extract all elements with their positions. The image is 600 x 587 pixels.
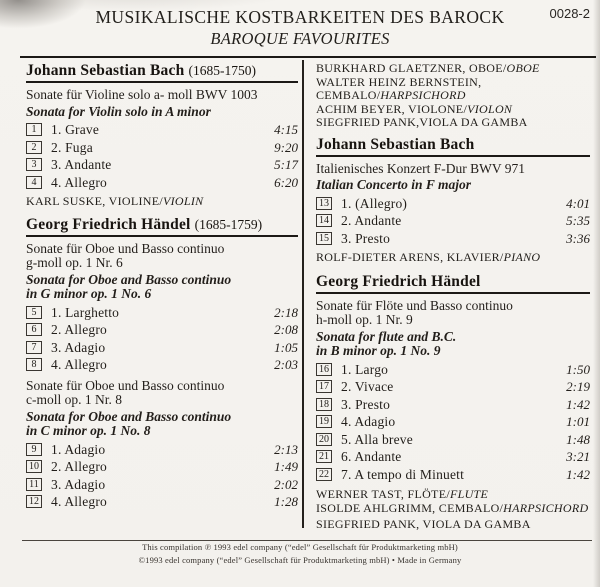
performer-line xyxy=(316,76,590,103)
track-title: 2. Andante xyxy=(341,213,402,228)
track-title: 4. Allegro xyxy=(51,174,107,190)
performer-instrument-en: VIOLON xyxy=(467,101,513,116)
left-column xyxy=(26,58,300,532)
composer-heading xyxy=(316,273,590,294)
track-row xyxy=(26,443,298,457)
track-number: 19 xyxy=(316,415,332,428)
track-number: 12 xyxy=(26,495,42,508)
track-title: 4. Allegro xyxy=(51,357,107,372)
track-list xyxy=(26,123,298,189)
track-time: 9:20 xyxy=(274,139,298,155)
album-title: MUSIKALISCHE KOSTBARKEITEN DES BAROCK xyxy=(95,7,505,27)
track-time: 5:17 xyxy=(274,157,298,172)
track-row xyxy=(316,433,590,447)
work-title-en: in G minor op. 1 No. 6 xyxy=(26,286,152,301)
track-title: 3. Presto xyxy=(341,230,391,246)
tracklist-content xyxy=(0,58,600,532)
performer-text: WERNER TAST, FLÖTE/ xyxy=(316,487,450,501)
track-title: 1. (Allegro) xyxy=(341,195,408,211)
track-row xyxy=(26,478,298,492)
work-block xyxy=(26,379,298,439)
track-time: 2:02 xyxy=(274,476,298,492)
work-title-en: in B minor op. 1 No. 9 xyxy=(316,343,441,358)
track-time: 1:50 xyxy=(566,361,590,377)
work-title-en: Sonata for Oboe and Basso continuo xyxy=(26,408,232,424)
album-subtitle: BAROQUE FAVOURITES xyxy=(210,29,390,48)
track-row xyxy=(26,176,298,190)
track-row xyxy=(316,197,590,211)
work-title-en: Italian Concerto in F major xyxy=(316,177,472,192)
track-time: 3:36 xyxy=(566,230,590,246)
composer-heading xyxy=(316,136,590,157)
performers-list xyxy=(316,251,590,265)
performer-instrument-en: OBOE xyxy=(506,61,540,75)
track-title: 1. Grave xyxy=(51,122,100,137)
track-row xyxy=(26,358,298,372)
performer-line xyxy=(316,518,590,532)
track-time: 1:48 xyxy=(566,431,590,447)
track-number: 5 xyxy=(26,306,42,319)
performer-line xyxy=(316,251,590,265)
performer-instrument-en: PIANO xyxy=(503,250,541,264)
track-number: 17 xyxy=(316,380,332,393)
track-number: 1 xyxy=(26,123,42,136)
work-title-de: Sonate für Flöte und Basso continuo xyxy=(316,297,513,313)
composer-heading xyxy=(26,216,298,237)
track-time: 1:05 xyxy=(274,339,298,355)
track-time: 4:15 xyxy=(274,122,298,137)
performers-list xyxy=(316,488,590,532)
track-number: 7 xyxy=(26,341,42,354)
track-title: 2. Fuga xyxy=(51,139,93,155)
composer-name: Johann Sebastian Bach xyxy=(26,62,185,79)
work-title-de: h-moll op. 1 Nr. 9 xyxy=(316,312,413,327)
track-title: 2. Vivace xyxy=(341,379,394,394)
performer-line xyxy=(316,502,590,516)
performer-line xyxy=(316,62,590,76)
track-number: 18 xyxy=(316,398,332,411)
performer-instrument-en: HARPSICHORD xyxy=(380,88,466,102)
performer-text: WALTER HEINZ BERNSTEIN, CEMBALO/ xyxy=(316,74,482,102)
track-title: 1. Adagio xyxy=(51,441,106,457)
track-list xyxy=(316,197,590,246)
track-row xyxy=(26,306,298,320)
track-row xyxy=(26,341,298,355)
track-number: 8 xyxy=(26,358,42,371)
right-column xyxy=(304,58,600,532)
track-number: 22 xyxy=(316,468,332,481)
track-title: 3. Adagio xyxy=(51,339,106,355)
composer-dates: (1685-1750) xyxy=(188,63,256,78)
work-title-de: Italienisches Konzert F-Dur BWV 971 xyxy=(316,160,525,176)
performer-text: SIEGFRIED PANK,VIOLA DA GAMBA xyxy=(316,115,528,129)
track-list xyxy=(316,363,590,482)
track-time: 2:13 xyxy=(274,441,298,457)
track-number: 6 xyxy=(26,323,42,336)
track-title: 1. Larghetto xyxy=(51,304,120,320)
track-title: 6. Andante xyxy=(341,449,402,464)
track-row xyxy=(316,214,590,228)
track-title: 3. Presto xyxy=(341,396,391,412)
track-number: 10 xyxy=(26,460,42,473)
track-time: 6:20 xyxy=(274,174,298,190)
track-time: 2:03 xyxy=(274,357,298,372)
track-title: 2. Allegro xyxy=(51,459,107,474)
footer-line-1: This compilation ℗ 1993 edel company (“edel” Gesellschaft für Produktmarketing mbH) xyxy=(142,542,458,552)
track-time: 2:19 xyxy=(566,379,590,394)
track-row xyxy=(26,495,298,509)
performer-line xyxy=(316,116,590,130)
track-time: 4:01 xyxy=(566,195,590,211)
performer-line xyxy=(316,488,590,502)
track-number: 16 xyxy=(316,363,332,376)
header-rule xyxy=(20,56,596,58)
track-row xyxy=(316,450,590,464)
track-title: 4. Allegro xyxy=(51,494,107,509)
performer-text: BURKHARD GLAETZNER, OBOE/ xyxy=(316,61,507,75)
work-title-de: Sonate für Oboe und Basso continuo xyxy=(26,377,225,393)
performers-list xyxy=(26,195,298,209)
track-number: 9 xyxy=(26,443,42,456)
performer-instrument-en: FLUTE xyxy=(449,487,489,501)
track-time: 1:01 xyxy=(566,414,590,429)
track-row xyxy=(26,158,298,172)
track-time: 2:08 xyxy=(274,322,298,337)
track-number: 11 xyxy=(26,478,42,491)
track-time: 1:42 xyxy=(566,396,590,412)
footer xyxy=(0,540,600,566)
performer-line xyxy=(316,103,590,117)
track-title: 3. Andante xyxy=(51,157,112,172)
track-number: 15 xyxy=(316,232,332,245)
track-row xyxy=(316,232,590,246)
performer-instrument-en: VIOLIN xyxy=(163,194,204,208)
track-time: 1:49 xyxy=(274,459,298,474)
track-row xyxy=(26,323,298,337)
work-title-en: in C minor op. 1 No. 8 xyxy=(26,423,151,438)
track-row xyxy=(316,363,590,377)
performer-instrument-en: HARPSICHORD xyxy=(503,500,589,515)
track-row xyxy=(316,415,590,429)
track-list xyxy=(26,306,298,372)
track-number: 3 xyxy=(26,158,42,171)
track-time: 1:28 xyxy=(274,494,298,509)
track-time: 3:21 xyxy=(566,449,590,464)
performer-line xyxy=(26,195,298,209)
track-time: 2:18 xyxy=(274,304,298,320)
track-row xyxy=(316,468,590,482)
work-title-en: Sonata for flute and B.C. xyxy=(316,328,457,344)
track-title: 4. Adagio xyxy=(341,414,396,429)
header xyxy=(0,0,600,58)
track-row xyxy=(316,380,590,394)
track-number: 20 xyxy=(316,433,332,446)
footer-line-2: ©1993 edel company (“edel” Gesellschaft für Produktmarketing mbH) • Made in Germany xyxy=(138,554,462,565)
composer-name: Johann Sebastian Bach xyxy=(316,135,475,153)
track-title: 1. Largo xyxy=(341,361,389,377)
track-row xyxy=(26,141,298,155)
track-number: 4 xyxy=(26,176,42,189)
work-title-de: Sonate für Violine solo a- moll BWV 1003 xyxy=(26,87,258,102)
work-title-de: g-moll op. 1 Nr. 6 xyxy=(26,255,123,270)
performer-text: KARL SUSKE, VIOLINE/ xyxy=(26,194,163,208)
performer-text: ACHIM BEYER, VIOLONE/ xyxy=(316,101,468,116)
track-row xyxy=(26,123,298,137)
track-title: 3. Adagio xyxy=(51,476,106,492)
track-number: 13 xyxy=(316,197,332,210)
performer-text: ROLF-DIETER ARENS, KLAVIER/ xyxy=(316,250,504,264)
track-list xyxy=(26,443,298,509)
track-row xyxy=(316,398,590,412)
work-title-de: c-moll op. 1 Nr. 8 xyxy=(26,392,122,407)
catalog-number: 0028-2 xyxy=(549,6,590,21)
track-title: 5. Alla breve xyxy=(341,431,413,447)
composer-name: Georg Friedrich Händel xyxy=(26,215,191,233)
track-time: 5:35 xyxy=(566,213,590,228)
track-title: 2. Allegro xyxy=(51,322,107,337)
track-number: 14 xyxy=(316,214,332,227)
work-title-en: Sonata for Violin solo in A minor xyxy=(26,103,211,119)
track-row xyxy=(26,460,298,474)
work-title-de: Sonate für Oboe und Basso continuo xyxy=(26,240,225,256)
performer-text: SIEGFRIED PANK, VIOLA DA GAMBA xyxy=(316,517,531,531)
track-time: 1:42 xyxy=(566,466,590,482)
track-number: 2 xyxy=(26,141,42,154)
track-title: 7. A tempo di Minuett xyxy=(341,466,465,482)
track-number: 21 xyxy=(316,450,332,463)
composer-name: Georg Friedrich Händel xyxy=(316,272,481,290)
composer-dates: (1685-1759) xyxy=(194,216,263,232)
composer-heading xyxy=(26,62,298,83)
performers-list xyxy=(316,62,590,130)
performer-text: ISOLDE AHLGRIMM, CEMBALO/ xyxy=(316,500,504,515)
work-title-en: Sonata for Oboe and Basso continuo xyxy=(26,271,232,287)
